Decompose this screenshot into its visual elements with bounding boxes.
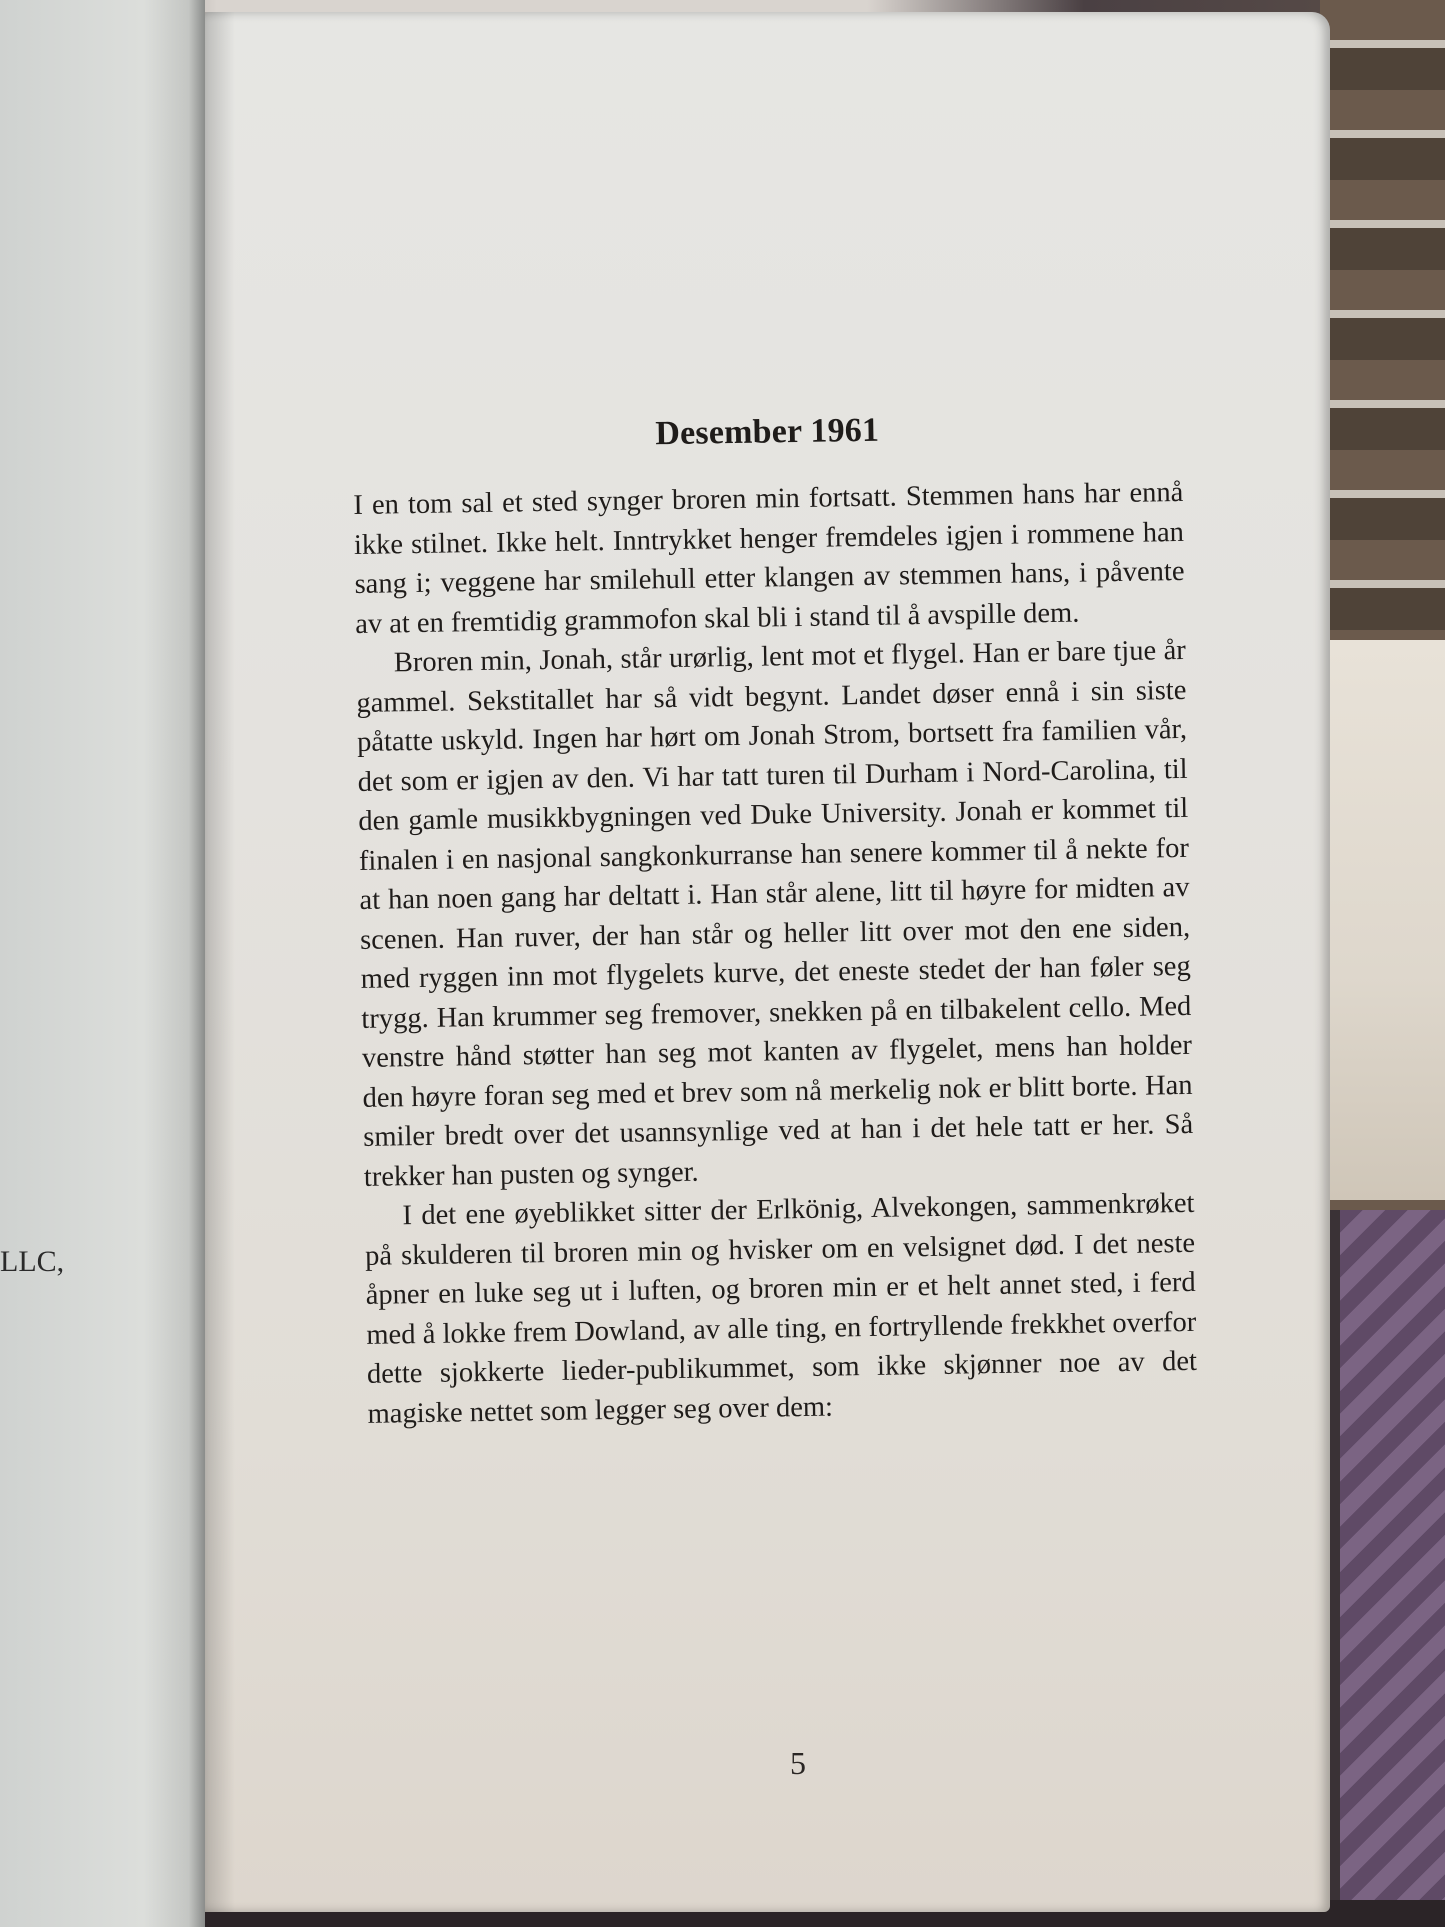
paragraph-2: Broren min, Jonah, står urørlig, lent mot et flygel. Han er bare tjue år gammel. Sekstitallet har så vidt begynt. Landet døser ennå i sin siste påtatte uskyld. Ingen har hørt om Jonah Strom, bortsett fra familien vår, det som er igjen av den. Vi har tatt turen til Durham i Nord-Carolina, til den gamle musikkbygningen ved Duke University. Jonah er kommet til finalen i en nasjonal sangkonkurranse han senere kommer til å nekte for at han noen gang har deltatt i. Han står alene, litt til høyre for midten av scenen. Han ruver, der han står og heller litt over mot den ene siden, med ryggen inn mot flygelets kurve, det eneste stedet der han føler seg trygg. Han krummer seg fremover, snekken på en tilbakelent cello. Med venstre hånd støtter han seg mot kanten av flygelet, mens han holder den høyre foran seg med et brev som nå merkelig nok er blitt borte. Han smiler bredt over det usannsynlige ved at han i det hele tatt er her. Så trekker han pusten og synger. <box>356 634 1194 1193</box>
gutter-shadow <box>205 12 235 1912</box>
page-content <box>352 407 1198 1434</box>
background-paper <box>1330 640 1445 1200</box>
background-cloth <box>1340 1210 1445 1927</box>
paragraph-1: I en tom sal et sted synger broren min fortsatt. Stemmen hans har ennå ikke stilnet. Ikke helt. Inntrykket henger fremdeles igjen i rommene han sang i; veggene har smilehull etter klangen av stemmen hans, i påvente av at en fremtidig grammofon skal bli i stand til å avspille dem. <box>353 476 1185 640</box>
left-page <box>0 0 205 1927</box>
paragraph-3: I det ene øyeblikket sitter der Erlkönig, Alvekongen, sammenkrøket på skulderen til broren min og hvisker om en velsignet død. I det neste åpner en luke seg ut i luften, og broren min er et helt annet sted, i ferd med å lokke frem Dowland, av alle ting, en fortryllende frekkhet overfor dette sjokkerte lieder-publikummet, som ikke skjønner noe av det magiske nettet som legger seg over dem: <box>364 1187 1198 1430</box>
left-page-fragment: LLC, <box>0 1245 65 1278</box>
chapter-heading: Desember 1961 <box>655 411 880 453</box>
page-number: 5 <box>790 1745 806 1781</box>
